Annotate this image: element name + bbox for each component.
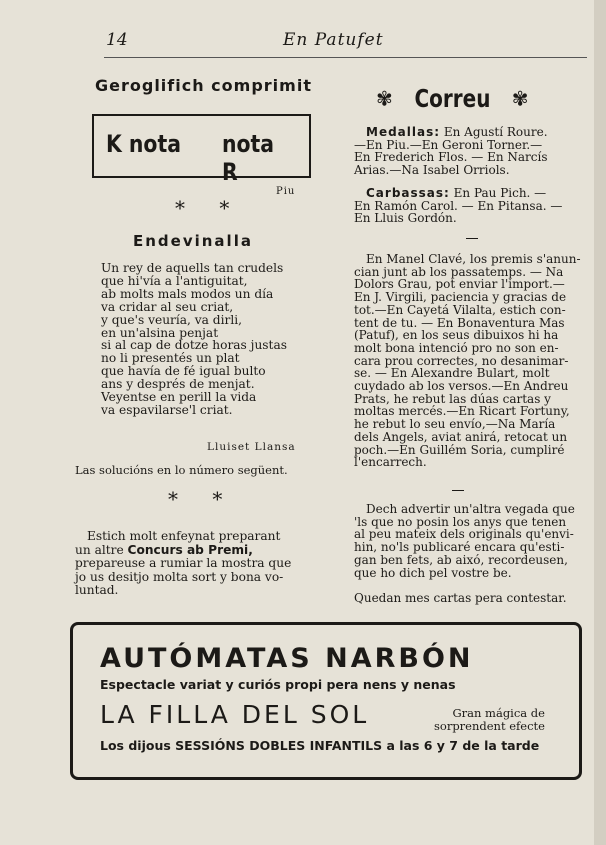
notice-line: Estich molt enfeynat preparant: [87, 529, 281, 543]
poem-line: Veyentse en perill la vida: [101, 390, 257, 405]
poem-line: va cridar al seu criat,: [101, 299, 234, 314]
reply-line: l'encarrech.: [354, 455, 427, 470]
advisory-line: Dech advertir un'altra vegada que: [366, 502, 575, 516]
reply-line: tot.—En Cayetá Vilalta, estich con-: [354, 302, 566, 317]
poem-line: va espavilarse'l criat.: [101, 402, 233, 417]
advisory-paragraph: [354, 503, 590, 579]
reply-line: cara prou correctes, no desanimar-: [354, 353, 569, 368]
reply-line: tent de tu. — En Bonaventura Mas: [354, 315, 565, 330]
carbassas-text: En Pau Pich. —: [449, 186, 547, 200]
medallas-label: Medallas:: [366, 125, 441, 139]
reply-line: molt bona intenció pro no son en-: [354, 340, 559, 355]
poem-line: ans y després de menjat.: [101, 377, 255, 392]
section-dash: [452, 490, 464, 491]
carbassas-section: [354, 187, 590, 225]
notice-line: luntad.: [75, 583, 119, 597]
poem-line: Un rey de aquells tan crudels: [101, 261, 284, 275]
poem-line: que hi'vía a l'antiguitat,: [101, 273, 248, 288]
reply-line: Prats, he rebut las dúas cartas y: [354, 391, 551, 406]
advisory-line: gan ben fets, ab aixó, recordeusen,: [354, 552, 568, 567]
poem-line: no li presentés un plat: [101, 351, 240, 366]
carbassas-line: En Lluis Gordón.: [354, 211, 457, 226]
geroglific-box: [92, 114, 311, 186]
poem-line: si al cap de dotze horas justas: [101, 338, 287, 353]
poem-line: ab molts mals modos un día: [101, 286, 274, 301]
advertisement-box: [70, 622, 582, 780]
carbassas-line: En Ramón Carol. — En Pitansa. —: [354, 198, 563, 213]
geroglific-right-text: nota R: [222, 130, 275, 186]
carbassas-line: [354, 187, 590, 200]
reply-line: cuydado ab los versos.—En Andreu: [354, 379, 569, 394]
separator-stars-2: * *: [168, 487, 237, 511]
magazine-title: En Patufet: [283, 30, 384, 50]
flower-ornament-icon: ✾: [511, 86, 529, 111]
advisory-line: hin, no'ls publicaré encara qu'esti-: [354, 540, 565, 555]
reply-line: cian junt ab los passatemps. — Na: [354, 264, 564, 279]
riddle-title: Endevinalla: [133, 232, 253, 250]
medallas-line: Arias.—Na Isabel Orriols.: [354, 163, 510, 178]
medallas-section: [354, 126, 590, 177]
ad-headline: AUTÓMATAS NARBÓN: [100, 643, 474, 674]
page-number: 14: [106, 30, 128, 50]
poem-line: que havía de fé igual bulto: [101, 364, 266, 379]
closing-note: Quedan mes cartas pera contestar.: [354, 591, 567, 605]
reply-line: poch.—En Guillém Soria, cumpliré: [354, 442, 565, 457]
reply-line: En Manel Clavé, los premis s'anun-: [366, 252, 581, 266]
reply-line: he rebut lo seu envío,—Na María: [354, 417, 556, 432]
reply-line: se. — En Alexandre Bulart, molt: [354, 366, 550, 381]
advisory-line: que ho dich pel vostre be.: [354, 565, 512, 580]
poem-line: en un'alsina penjat: [101, 325, 219, 340]
ad-show-description: [434, 707, 545, 733]
contest-notice: [75, 530, 315, 598]
advisory-line: al peu mateix dels originals qu'envi-: [354, 527, 574, 542]
contest-name: Concurs ab Premi,: [127, 542, 253, 557]
reply-line: dels Angels, aviat anirá, retocat un: [354, 429, 568, 444]
medallas-line: —En Piu.—En Geroni Torner.—: [354, 137, 543, 152]
separator-stars-1: * *: [175, 196, 244, 220]
medallas-line: [354, 126, 590, 139]
mail-title: Correu: [414, 84, 491, 113]
ad-show-desc-line: Gran mágica de: [452, 706, 545, 720]
notice-line: jo us desitjo molta sort y bona vo-: [75, 569, 284, 584]
ad-show-desc-line: sorprendent efecte: [434, 719, 545, 733]
notice-line: [75, 544, 315, 558]
notice-line: prepareuse a rumiar la mostra que: [75, 556, 292, 570]
ad-subheadline: Espectacle variat y curiós propi pera nens y nenas: [100, 677, 456, 692]
reply-line: Dolors Grau, pot enviar l'import.—: [354, 277, 565, 292]
poem-line: y que's veuría, va dirli,: [101, 312, 243, 327]
carbassas-label: Carbassas:: [366, 186, 450, 200]
medallas-line: En Frederich Flos. — En Narcís: [354, 150, 548, 165]
reply-line: (Patuf), en los seus dibuixos hi ha: [354, 328, 559, 343]
ad-schedule: Los dijous SESSIÓNS DOBLES INFANTILS a las 6 y 7 de la tarde: [100, 738, 540, 753]
reply-line: moltas mercés.—En Ricart Fortuny,: [354, 404, 570, 419]
ad-show-title: LA FILLA DEL SOL: [100, 700, 370, 729]
reply-line: En J. Virgili, paciencia y gracias de: [354, 290, 567, 305]
medallas-text: En Agustí Roure.: [440, 125, 548, 139]
geroglific-title: Geroglifich comprimit: [95, 76, 312, 95]
page-edge-shadow: [594, 0, 606, 845]
flower-ornament-icon: ✾: [376, 86, 393, 111]
geroglific-author: Piu: [276, 186, 296, 197]
header-rule: [104, 57, 587, 58]
section-dash: [466, 238, 478, 239]
mail-heading: [376, 84, 528, 113]
geroglific-left-text: K nota: [106, 130, 181, 158]
replies-paragraph: [354, 253, 590, 469]
riddle-poem: [101, 262, 341, 417]
advisory-line: 'ls que no posin los anys que tenen: [354, 514, 567, 529]
riddle-author: Lluiset Llansa: [207, 441, 296, 453]
solutions-note: Las solucións en lo número següent.: [75, 463, 288, 477]
notice-text: un altre: [75, 542, 128, 557]
